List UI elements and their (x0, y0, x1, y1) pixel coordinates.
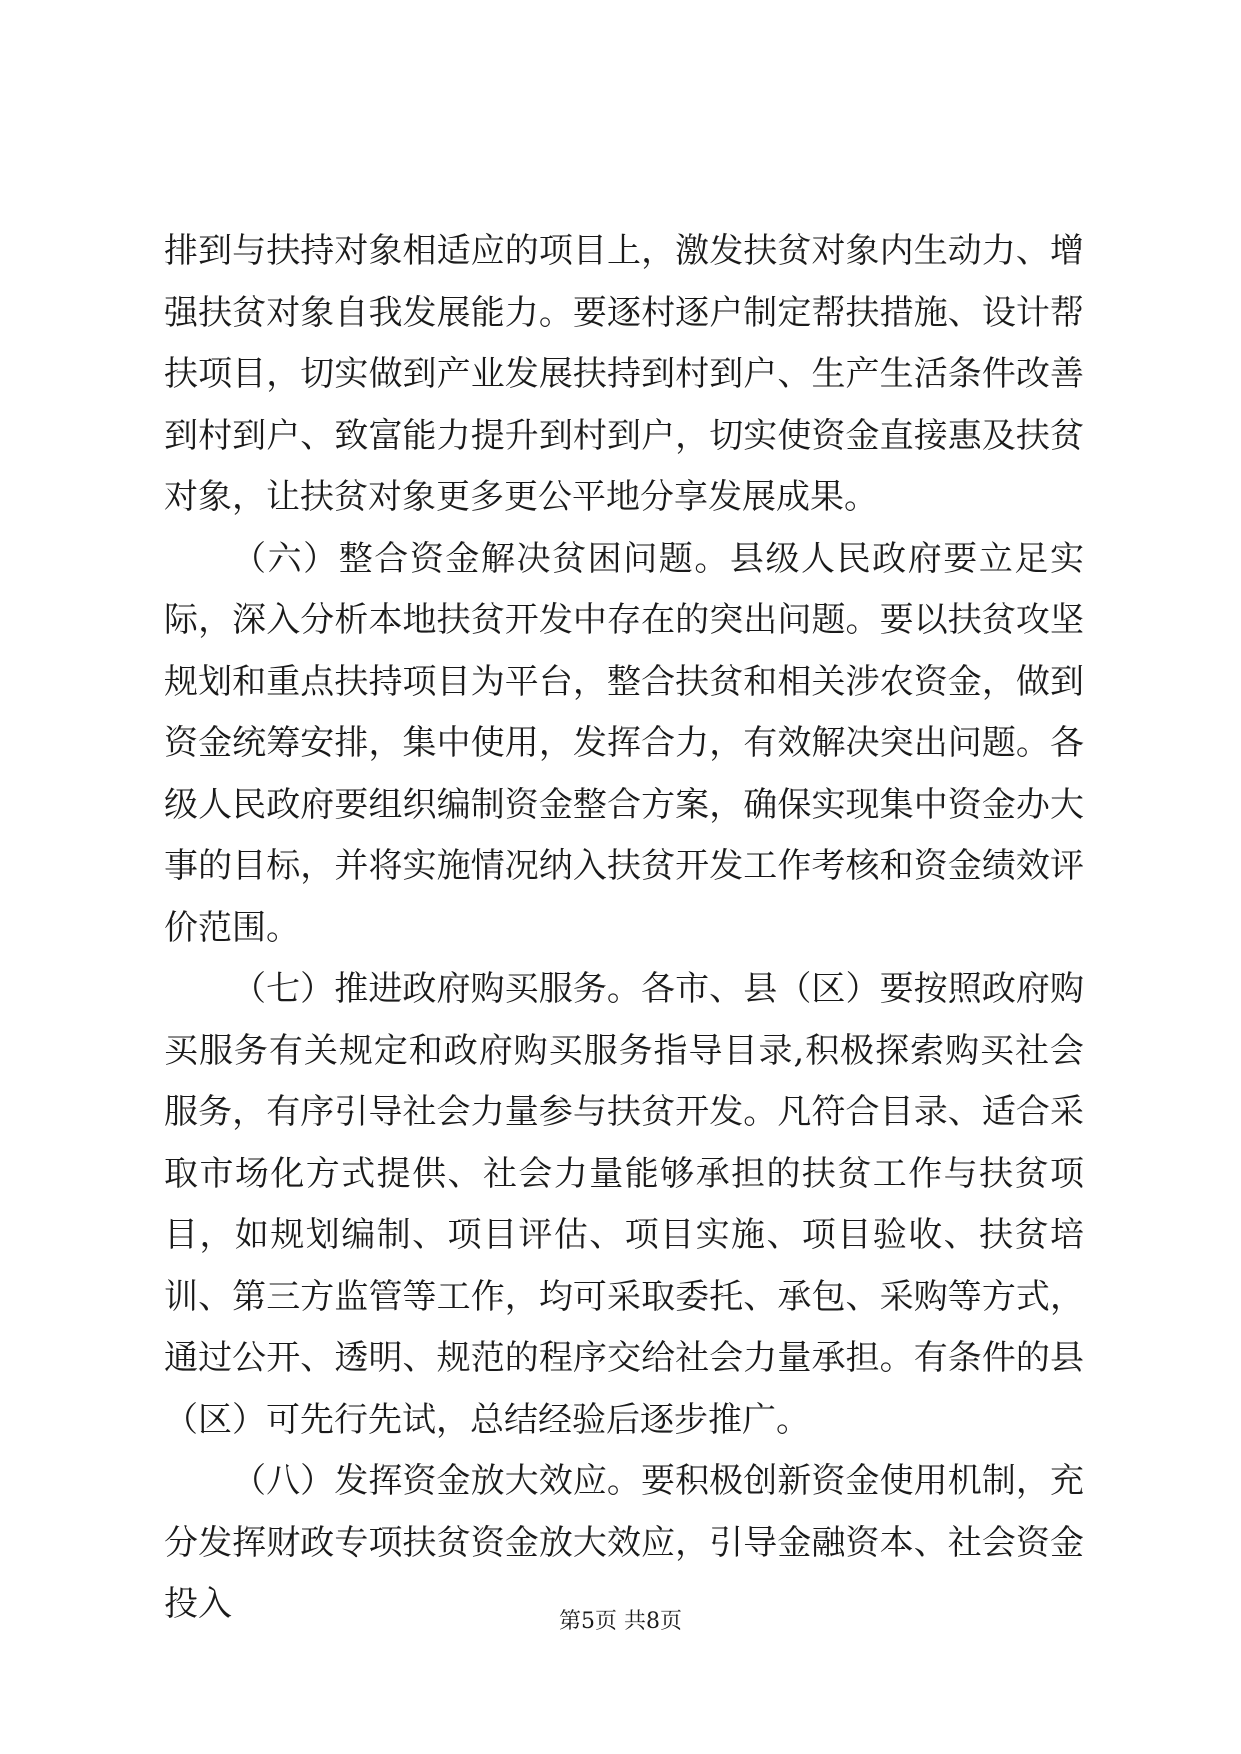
paragraph-section-7: （七）推进政府购买服务。各市、县（区）要按照政府购买服务有关规定和政府购买服务指导目录,积极探索购买社会服务，有序引导社会力量参与扶贫开发。凡符合目录、适合采取市场化方式提供、社会力量能够承担的扶贫工作与扶贫项目，如规划编制、项目评估、项目实施、项目验收、扶贫培训、第三方监管等工作，均可采取委托、承包、采购等方式，通过公开、透明、规范的程序交给社会力量承担。有条件的县（区）可先行先试，总结经验后逐步推广。 (164, 969, 1084, 1440)
paragraph-section-6: （六）整合资金解决贫困问题。县级人民政府要立足实际，深入分析本地扶贫开发中存在的突出问题。要以扶贫攻坚规划和重点扶持项目为平台，整合扶贫和相关涉农资金，做到资金统筹安排，集中使用，发挥合力，有效解决突出问题。各级人民政府要组织编制资金整合方案，确保实现集中资金办大事的目标，并将实施情况纳入扶贫开发工作考核和资金绩效评价范围。 (164, 538, 1084, 948)
paragraph-continued: 排到与扶持对象相适应的项目上，激发扶贫对象内生动力、增强扶贫对象自我发展能力。要逐村逐户制定帮扶措施、设计帮扶项目，切实做到产业发展扶持到村到户、生产生活条件改善到村到户、致富能力提升到村到户，切实使资金直接惠及扶贫对象，让扶贫对象更多更公平地分享发展成果。 (164, 231, 1084, 517)
page-footer: 第5页 共8页 (559, 1609, 682, 1634)
paragraph-section-8: （八）发挥资金放大效应。要积极创新资金使用机制，充分发挥财政专项扶贫资金放大效应，引导金融资本、社会资金投入 (164, 1461, 1084, 1624)
document-body (164, 221, 1084, 1636)
